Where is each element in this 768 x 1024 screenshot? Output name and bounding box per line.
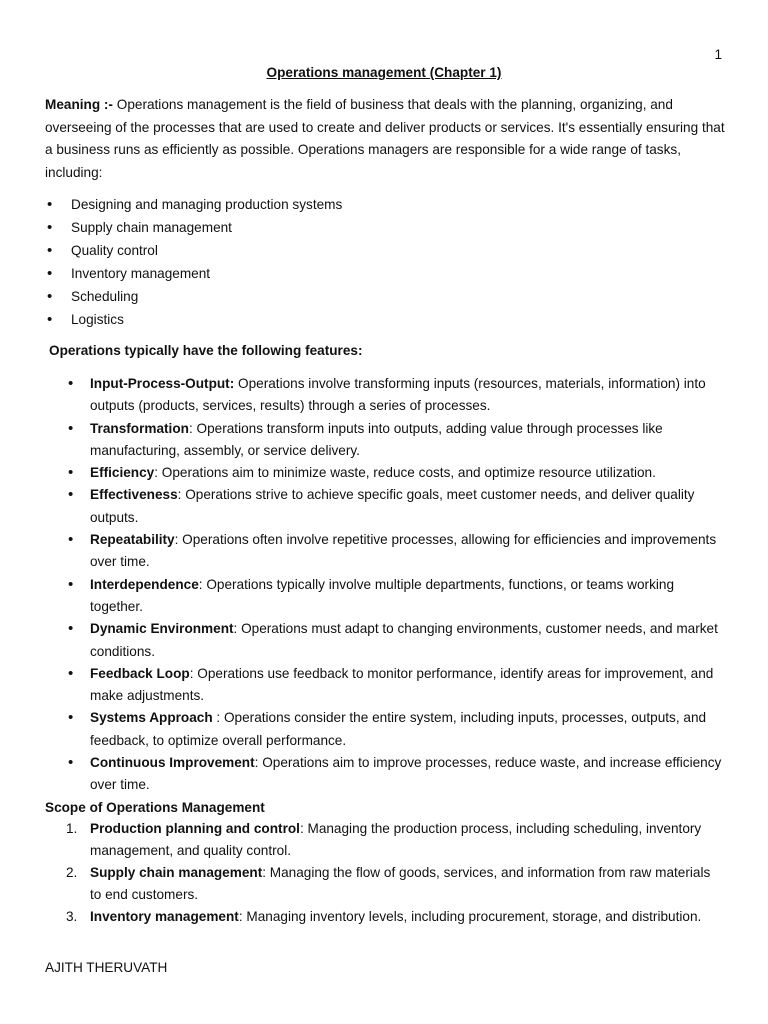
list-item: • Supply chain management <box>45 216 725 239</box>
feature-term: Transformation <box>90 420 189 436</box>
feature-text: : Operations aim to minimize waste, reduce costs, and optimize resource utilization. <box>154 465 656 481</box>
page-number: 1 <box>714 47 722 62</box>
features-list <box>45 373 725 797</box>
scope-text: : Managing the flow of goods, services, and information from raw materials to end customers. <box>90 865 711 903</box>
feature-text: : Operations often involve repetitive processes, allowing for efficiencies and improvements over time. <box>90 532 717 570</box>
feature-term: Dynamic Environment <box>90 621 234 637</box>
scope-term: Inventory management <box>90 909 239 925</box>
list-item <box>66 906 725 928</box>
page-title: Operations management (Chapter 1) <box>266 65 502 80</box>
list-item <box>90 462 725 484</box>
features-heading: Operations typically have the following features: <box>49 343 363 359</box>
list-item <box>90 663 725 708</box>
feature-term: Efficiency <box>90 465 155 481</box>
meaning-label: Meaning :- <box>45 97 113 112</box>
feature-text: Operations involve transforming inputs (resources, materials, information) into outputs (products, services, results) through a series of processes. <box>90 375 706 414</box>
feature-text: : Operations consider the entire system, including inputs, processes, outputs, and feedback, to optimize overall performance. <box>90 710 707 748</box>
list-item: • Scheduling <box>45 285 725 308</box>
meaning-text: Operations management is the field of business that deals with the planning, organizing, and overseeing of the processes that are used to create and deliver products or services. It's essentially ensuring that a business runs as efficiently as possible. Operations managers are responsible for a wide range of tasks, including: <box>45 97 725 180</box>
feature-text: : Operations use feedback to monitor performance, identify areas for improvement, and make adjustments. <box>90 665 714 704</box>
scope-heading: Scope of Operations Management <box>45 799 265 815</box>
feature-text: : Operations typically involve multiple departments, functions, or teams working together. <box>90 576 675 614</box>
feature-term: Feedback Loop <box>90 665 190 681</box>
list-item: • Quality control <box>45 239 725 262</box>
item-number: 3. <box>66 909 78 925</box>
meaning-paragraph <box>45 94 725 184</box>
item-number: 2. <box>66 865 78 881</box>
list-item <box>66 862 725 906</box>
scope-text: : Managing inventory levels, including procurement, storage, and distribution. <box>238 909 702 925</box>
list-item <box>90 752 725 797</box>
feature-term: Repeatability <box>90 532 175 548</box>
scope-term: Supply chain management <box>90 865 263 881</box>
scope-term: Production planning and control <box>90 820 300 836</box>
feature-term: Continuous Improvement <box>90 755 255 771</box>
list-item <box>90 707 725 752</box>
list-item: • Logistics <box>45 308 725 331</box>
feature-text: : Operations must adapt to changing environments, customer needs, and market conditions. <box>90 621 718 659</box>
list-item <box>66 818 725 862</box>
list-item: • Inventory management <box>45 262 725 285</box>
scope-text: : Managing the production process, including scheduling, inventory management, and quality control. <box>90 820 702 858</box>
footer-author: AJITH THERUVATH <box>45 960 168 975</box>
list-item <box>90 574 725 619</box>
list-item <box>90 418 725 463</box>
document-body <box>45 94 725 929</box>
list-item <box>90 529 725 574</box>
tasks-list <box>45 193 725 331</box>
list-item <box>90 373 725 418</box>
feature-term: Systems Approach <box>90 710 213 726</box>
scope-list <box>45 818 725 929</box>
feature-text: : Operations aim to improve processes, reduce waste, and increase efficiency over time. <box>90 755 722 793</box>
feature-term: Effectiveness <box>90 487 178 503</box>
list-item: • Designing and managing production systems <box>45 193 725 216</box>
item-number: 1. <box>66 820 78 836</box>
feature-text: : Operations strive to achieve specific goals, meet customer needs, and deliver quality outputs. <box>90 487 695 525</box>
list-item <box>90 484 725 529</box>
feature-text: : Operations transform inputs into outputs, adding value through processes like manufacturing, assembly, or service delivery. <box>90 420 663 458</box>
feature-term: Interdependence <box>90 576 199 592</box>
feature-term: Input-Process-Output: <box>90 375 235 391</box>
list-item <box>90 618 725 663</box>
